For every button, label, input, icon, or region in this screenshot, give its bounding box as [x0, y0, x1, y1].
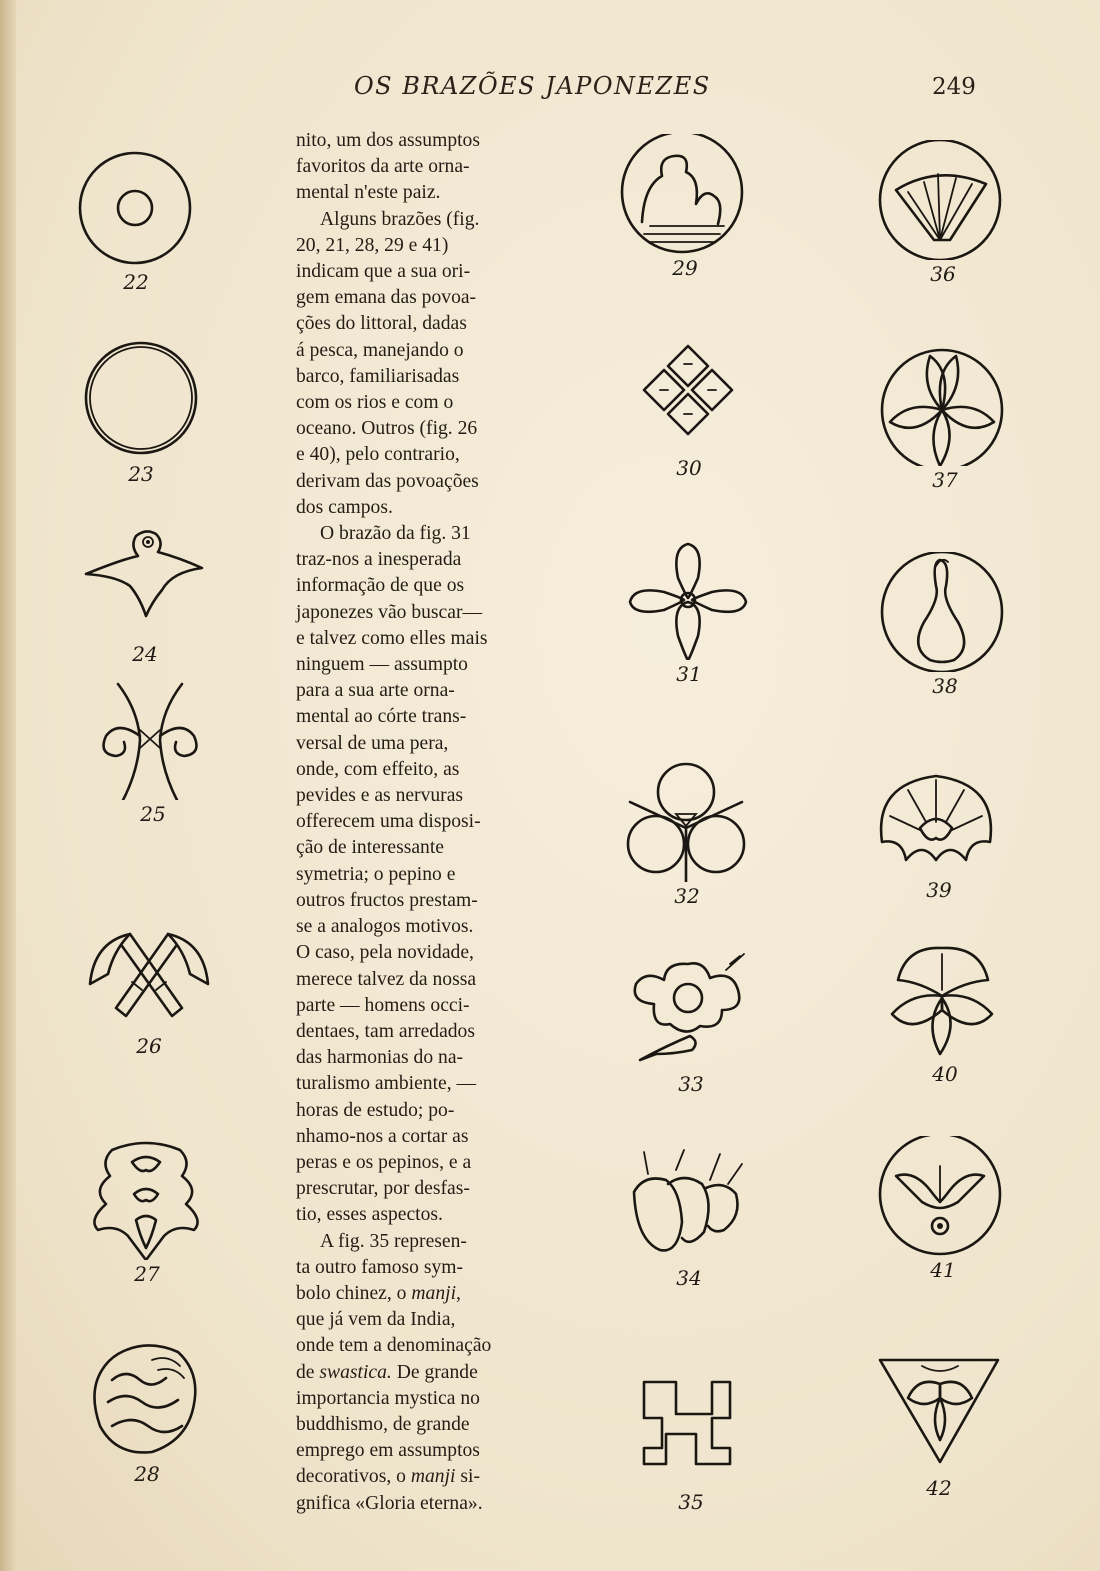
triangle-leaf-crest-icon [874, 1354, 1004, 1474]
book-spine-edge [0, 0, 16, 1571]
text-line: O brazão da fig. 31 [320, 523, 471, 545]
text-line: indicam que a sua ori- [296, 261, 471, 283]
text-line: horas de estudo; po- [296, 1099, 455, 1121]
figure-number: 38 [932, 674, 958, 698]
figure-number: 29 [672, 256, 698, 280]
figure-38 [880, 552, 1010, 702]
figure-27 [82, 1140, 212, 1290]
text-line: onde tem a denominação [296, 1335, 492, 1357]
text-line: se a analogos motivos. [296, 916, 474, 938]
text-line: á pesca, manejando o [296, 339, 464, 361]
page-header [0, 72, 1100, 108]
figure-33 [626, 950, 756, 1100]
text-line: Alguns brazões (fig. [320, 208, 480, 230]
figure-number: 24 [132, 642, 158, 666]
figure-31 [624, 540, 754, 690]
figure-40 [880, 940, 1010, 1090]
plum-and-crane-crest-icon [626, 950, 756, 1070]
text-line: informação de que os [296, 575, 465, 597]
figure-26 [84, 912, 214, 1062]
figure-number: 37 [932, 468, 958, 492]
body-text-column [296, 128, 532, 1517]
wave-crest-icon [82, 1340, 212, 1460]
figure-number: 41 [930, 1258, 956, 1282]
italic-term-swastica: swastica. [319, 1361, 392, 1383]
figure-36 [878, 140, 1008, 290]
figure-number: 32 [674, 884, 700, 908]
figure-22 [76, 148, 206, 298]
text-line: buddhismo, de grande [296, 1413, 470, 1435]
figure-41 [878, 1136, 1008, 1286]
figure-number: 26 [136, 1034, 162, 1058]
page-number: 249 [932, 74, 976, 100]
text-line: onde, com effeito, as [296, 758, 460, 780]
italic-term-manji: manji [410, 1466, 456, 1488]
leaves-in-circle-crest-icon [880, 346, 1010, 466]
figure-number: 30 [676, 456, 702, 480]
figure-23 [76, 340, 206, 490]
figure-29 [620, 134, 750, 284]
text-line: symetria; o pepino e [296, 863, 456, 885]
text-line: parte — homens occi- [296, 994, 470, 1016]
figure-number: 33 [678, 1072, 704, 1096]
fan-in-circle-crest-icon [878, 140, 1008, 260]
text-line: e talvez como elles mais [296, 627, 488, 649]
text-line: derivam das povoações [296, 470, 479, 492]
figure-number: 39 [926, 878, 952, 902]
figure-42 [874, 1354, 1004, 1504]
text-line: e 40), pelo contrario, [296, 444, 460, 466]
text-line [296, 1464, 532, 1490]
figure-number: 34 [676, 1266, 702, 1290]
text-line [296, 1281, 532, 1307]
frog-crest-icon [82, 1140, 212, 1260]
text-line: nito, um dos assumptos [296, 130, 480, 151]
text-line: que já vem da India, [296, 1309, 456, 1331]
text-line: ção de interessante [296, 837, 444, 859]
figure-37 [880, 346, 1010, 496]
crossed-sickles-crest-icon [84, 912, 214, 1032]
text-line: favoritos da arte orna- [296, 156, 470, 178]
text-line: japonezes vão buscar— [296, 601, 483, 623]
three-rings-crest-icon [622, 762, 752, 882]
text-line: turalismo ambiente, — [296, 1073, 477, 1095]
text-line: nhamo-nos a cortar as [296, 1125, 469, 1147]
text-line: 20, 21, 28, 29 e 41) [296, 234, 449, 256]
text-fragment: De grande [396, 1361, 478, 1383]
text-line: offerecem uma disposi- [296, 811, 481, 833]
figure-number: 36 [930, 262, 956, 286]
figure-34 [624, 1144, 754, 1294]
text-fragment: de [296, 1361, 315, 1383]
text-line: para a sua arte orna- [296, 680, 455, 702]
concentric-circle-crest-icon [76, 148, 206, 268]
figure-number: 27 [134, 1262, 160, 1286]
figure-number: 35 [678, 1490, 704, 1514]
running-title: OS BRAZÕES JAPONEZES [354, 72, 711, 100]
text-line: merece talvez da nossa [296, 968, 477, 990]
figure-number: 42 [926, 1476, 952, 1500]
text-line: gnifica «Gloria eterna». [296, 1492, 483, 1514]
paulownia-leaves-crest-icon [880, 940, 1010, 1060]
text-line: outros fructos prestam- [296, 889, 478, 911]
waves-in-circle-crest-icon [620, 134, 750, 254]
text-fragment: decorativos, o [296, 1466, 406, 1488]
figure-28 [82, 1340, 212, 1490]
figure-39 [874, 756, 1004, 906]
fruit-crest-icon [624, 1144, 754, 1264]
figure-24 [80, 520, 210, 670]
figure-number: 22 [123, 270, 149, 294]
text-line [296, 1360, 532, 1386]
gourd-in-circle-crest-icon [880, 552, 1010, 672]
text-line: emprego em assumptos [296, 1440, 480, 1462]
text-line: traz-nos a inesperada [296, 549, 462, 571]
text-line: barco, familiarisadas [296, 365, 460, 387]
text-line: ninguem — assumpto [296, 654, 468, 676]
text-line: ta outro famoso sym- [296, 1256, 464, 1278]
text-line: ções do littoral, dadas [296, 313, 467, 335]
text-line: versal de uma pera, [296, 732, 449, 754]
flower-in-circle-crest-icon [878, 1136, 1008, 1256]
text-line: prescrutar, por desfas- [296, 1178, 470, 1200]
anchor-scroll-crest-icon [88, 680, 218, 800]
figure-32 [622, 762, 752, 912]
text-line: pevides e as nervuras [296, 785, 464, 807]
four-diamonds-crest-icon [624, 334, 754, 454]
double-ring-crest-icon [76, 340, 206, 460]
text-line: dos campos. [296, 496, 393, 518]
text-line: com os rios e com o [296, 392, 454, 414]
italic-term-manji: manji, [411, 1282, 461, 1304]
text-line: A fig. 35 represen- [320, 1230, 467, 1252]
text-fragment: si- [460, 1466, 480, 1488]
figure-25 [88, 680, 218, 830]
text-line: O caso, pela novidade, [296, 942, 474, 964]
shell-crest-icon [874, 756, 1004, 876]
figure-number: 40 [932, 1062, 958, 1086]
text-line: mental n'este paiz. [296, 182, 441, 204]
text-line: gem emana das povoa- [296, 287, 477, 309]
text-line: peras e os pepinos, e a [296, 1151, 472, 1173]
text-line: tio, esses aspectos. [296, 1204, 443, 1226]
text-line: importancia mystica no [296, 1387, 480, 1409]
text-line: mental ao córte trans- [296, 706, 467, 728]
bird-crest-icon [80, 520, 210, 640]
figure-number: 28 [134, 1462, 160, 1486]
text-line: dentaes, tam arredados [296, 1020, 475, 1042]
pear-section-crest-icon [624, 540, 754, 660]
text-line: das harmonias do na- [296, 1047, 464, 1069]
text-fragment: bolo chinez, o [296, 1282, 407, 1304]
figure-35 [626, 1368, 756, 1518]
manji-crest-icon [626, 1368, 756, 1488]
figure-number: 23 [128, 462, 154, 486]
figure-number: 25 [140, 802, 166, 826]
figure-number: 31 [676, 662, 702, 686]
figure-30 [624, 334, 754, 484]
text-line: oceano. Outros (fig. 26 [296, 418, 478, 440]
